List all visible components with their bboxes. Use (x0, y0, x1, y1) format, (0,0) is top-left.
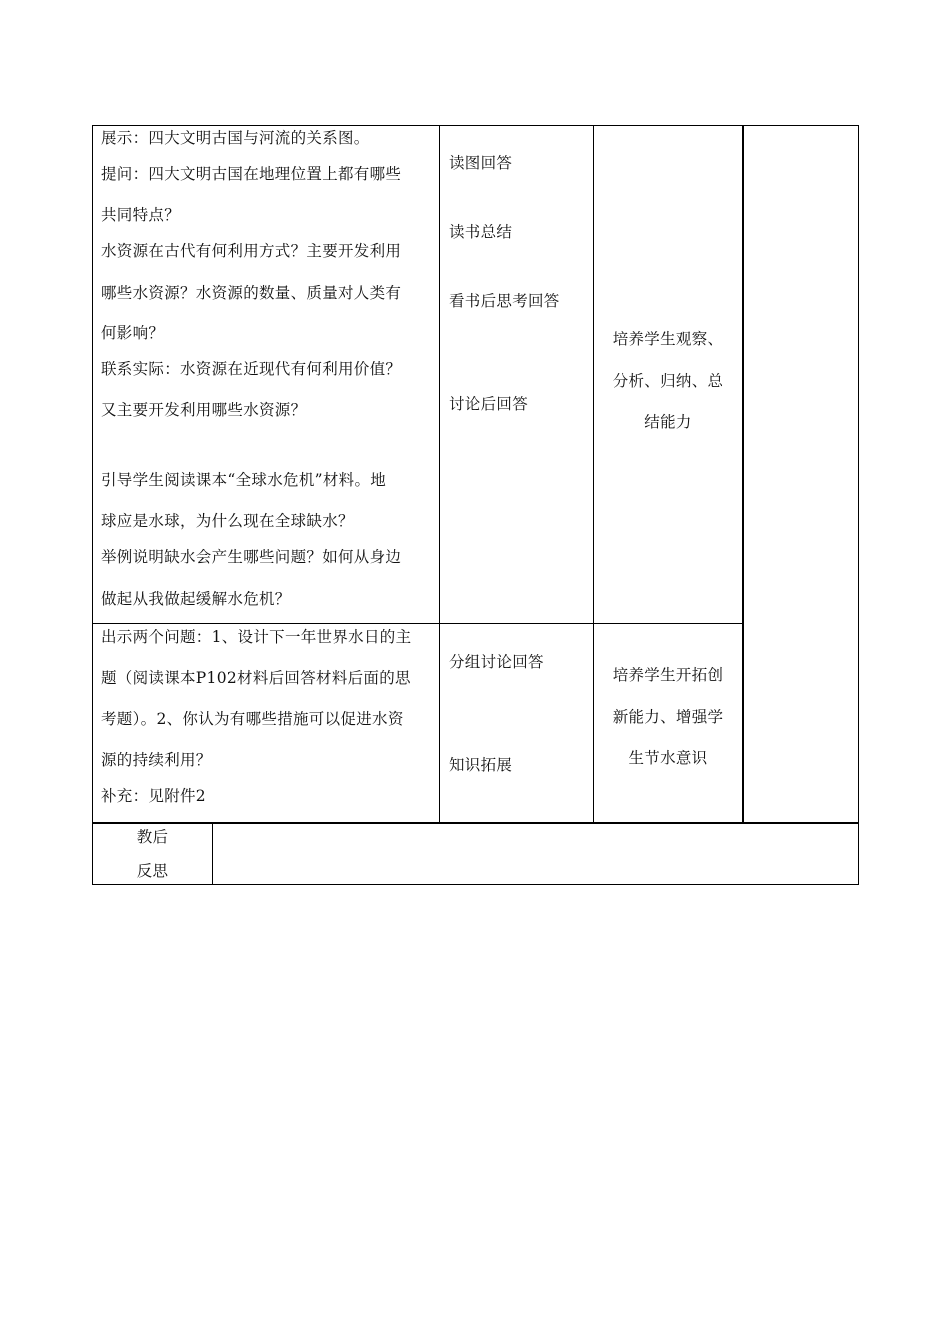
row2-intent-line-1: 培养学生开拓创 (612, 666, 724, 684)
row2-teacher-line-3: 考题）。2、你认为有哪些措施可以促进水资 (101, 710, 404, 728)
row1-student-line-4: 讨论后回答 (449, 395, 529, 413)
table-border-right (858, 125, 859, 885)
row1-teacher-line-9: 引导学生阅读课本“全球水危机”材料。地 (101, 471, 387, 489)
row1-student-line-1: 读图回答 (449, 154, 513, 172)
row1-teacher-line-8: 又主要开发利用哪些水资源？ (101, 401, 307, 419)
table-border-left (92, 125, 93, 885)
row1-teacher-line-1: 展示：四大文明古国与河流的关系图。 (101, 129, 370, 147)
row2-teacher-line-1: 出示两个问题：1、设计下一年世界水日的主 (101, 628, 412, 646)
row1-teacher-line-12: 做起从我做起缓解水危机？ (101, 590, 291, 608)
row1-teacher-line-11: 举例说明缺水会产生哪些问题？如何从身边 (101, 548, 402, 566)
row1-teacher-line-4: 水资源在古代有何利用方式？主要开发利用 (101, 242, 402, 260)
row1-intent-line-1: 培养学生观察、 (612, 330, 724, 348)
row-divider-1 (92, 623, 744, 624)
table-border-bottom (92, 884, 859, 885)
col-divider-3 (742, 125, 744, 823)
row2-student-line-2: 知识拓展 (449, 756, 513, 774)
row2-intent-line-2: 新能力、增强学 (612, 708, 724, 726)
row1-teacher-line-5: 哪些水资源？水资源的数量、质量对人类有 (101, 284, 402, 302)
row2-teacher-line-4: 源的持续利用？ (101, 751, 212, 769)
row1-intent-line-3: 结能力 (644, 413, 692, 431)
row1-teacher-line-10: 球应是水球，为什么现在全球缺水？ (101, 512, 354, 530)
row2-teacher-line-2: 题（阅读课本P102材料后回答材料后面的思 (101, 669, 411, 687)
reflection-label-line-2: 反思 (136, 862, 169, 880)
row1-teacher-line-6: 何影响？ (101, 324, 165, 342)
row1-student-line-3: 看书后思考回答 (449, 292, 560, 310)
reflection-label-line-1: 教后 (136, 828, 169, 846)
reflection-divider (212, 822, 213, 885)
row1-teacher-line-3: 共同特点？ (101, 206, 181, 224)
row2-intent-line-3: 生节水意识 (628, 749, 708, 767)
row2-teacher-line-5: 补充：见附件2 (101, 787, 206, 805)
row1-intent-line-2: 分析、归纳、总 (612, 372, 724, 390)
row2-student-line-1: 分组讨论回答 (449, 653, 544, 671)
row-divider-2 (92, 822, 859, 824)
row1-student-line-2: 读书总结 (449, 223, 513, 241)
row1-teacher-line-7: 联系实际：水资源在近现代有何利用价值？ (101, 360, 402, 378)
row1-teacher-line-2: 提问：四大文明古国在地理位置上都有哪些 (101, 165, 402, 183)
col-divider-1 (439, 125, 440, 823)
